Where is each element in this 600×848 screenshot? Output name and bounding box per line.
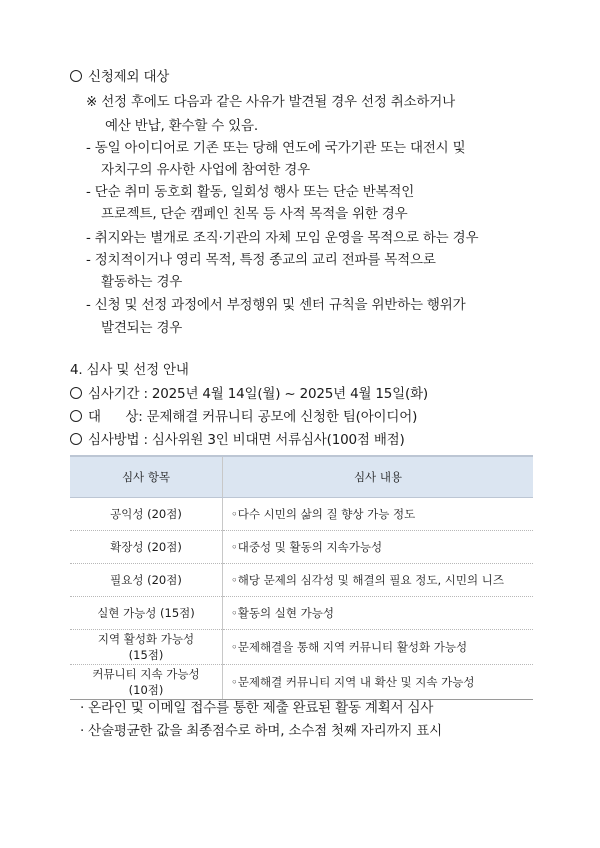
review-section-title: 4. 심사 및 선정 안내 bbox=[70, 362, 189, 378]
exclusion-item-1-line2: 자치구의 유사한 사업에 참여한 경우 bbox=[101, 162, 310, 178]
criteria-content: ◦활동의 실현 가능성 bbox=[223, 597, 534, 630]
table-row bbox=[70, 531, 533, 564]
exclusion-heading: 신청제외 대상 bbox=[70, 67, 169, 87]
table-header-row bbox=[70, 456, 533, 498]
exclusion-item-1-line1: - 동일 아이디어로 기존 또는 당해 연도에 국가기관 또는 대전시 및 bbox=[86, 140, 466, 156]
exclusion-item-5-line1: - 신청 및 선정 과정에서 부정행위 및 센터 규칙을 위반하는 행위가 bbox=[86, 297, 466, 313]
criteria-content: ◦해당 문제의 심각성 및 해결의 필요 정도, 시민의 니즈 bbox=[223, 564, 534, 597]
table-row bbox=[70, 630, 533, 665]
criteria-item: 확장성 (20점) bbox=[70, 531, 223, 564]
circle-bullet-icon bbox=[70, 433, 82, 445]
criteria-item: 필요성 (20점) bbox=[70, 564, 223, 597]
review-note-2: · 산술평균한 값을 최종점수로 하며, 소수점 첫째 자리까지 표시 bbox=[80, 723, 442, 739]
exclusion-note-line1: ※ 선정 후에도 다음과 같은 사유가 발견될 경우 선정 취소하거나 bbox=[86, 94, 455, 110]
review-criteria-table bbox=[70, 455, 533, 700]
criteria-item: 지역 활성화 가능성 (15점) bbox=[70, 630, 223, 665]
review-note-1: · 온라인 및 이메일 접수를 통한 제출 완료된 활동 계획서 심사 bbox=[80, 700, 434, 716]
criteria-content: ◦대중성 및 활동의 지속가능성 bbox=[223, 531, 534, 564]
criteria-item: 실현 가능성 (15점) bbox=[70, 597, 223, 630]
review-target: 대 상: 문제해결 커뮤니티 공모에 신청한 팀(아이디어) bbox=[70, 407, 417, 427]
criteria-content: ◦문제해결을 통해 지역 커뮤니티 활성화 가능성 bbox=[223, 630, 534, 665]
circle-bullet-icon bbox=[70, 70, 82, 82]
exclusion-note-line2: 예산 반납, 환수할 수 있음. bbox=[105, 118, 258, 134]
circle-bullet-icon bbox=[70, 410, 82, 422]
exclusion-item-4-line1: - 정치적이거나 영리 목적, 특정 종교의 교리 전파를 목적으로 bbox=[86, 252, 436, 268]
table-row bbox=[70, 498, 533, 531]
exclusion-item-2-line2: 프로젝트, 단순 캠페인 친목 등 사적 목적을 위한 경우 bbox=[101, 206, 408, 222]
circle-bullet-icon bbox=[70, 387, 82, 399]
criteria-content: ◦다수 시민의 삶의 질 향상 가능 정도 bbox=[223, 498, 534, 531]
criteria-item: 커뮤니티 지속 가능성 (10점) bbox=[70, 665, 223, 700]
table-row bbox=[70, 597, 533, 630]
header-criteria-content: 심사 내용 bbox=[223, 456, 534, 498]
exclusion-item-4-line2: 활동하는 경우 bbox=[101, 274, 183, 290]
exclusion-item-2-line1: - 단순 취미 동호회 활동, 일회성 행사 또는 단순 반복적인 bbox=[86, 184, 415, 200]
review-method: 심사방법 : 심사위원 3인 비대면 서류심사(100점 배점) bbox=[70, 430, 405, 450]
exclusion-item-3: - 취지와는 별개로 조직·기관의 자체 모임 운영을 목적으로 하는 경우 bbox=[86, 230, 479, 246]
header-criteria-item: 심사 항목 bbox=[70, 456, 223, 498]
exclusion-item-5-line2: 발견되는 경우 bbox=[101, 320, 183, 336]
table-row bbox=[70, 564, 533, 597]
review-period: 심사기간 : 2025년 4월 14일(월) ~ 2025년 4월 15일(화) bbox=[70, 384, 428, 404]
criteria-item: 공익성 (20점) bbox=[70, 498, 223, 531]
criteria-content: ◦문제해결 커뮤니티 지역 내 확산 및 지속 가능성 bbox=[223, 665, 534, 700]
table-row bbox=[70, 665, 533, 700]
